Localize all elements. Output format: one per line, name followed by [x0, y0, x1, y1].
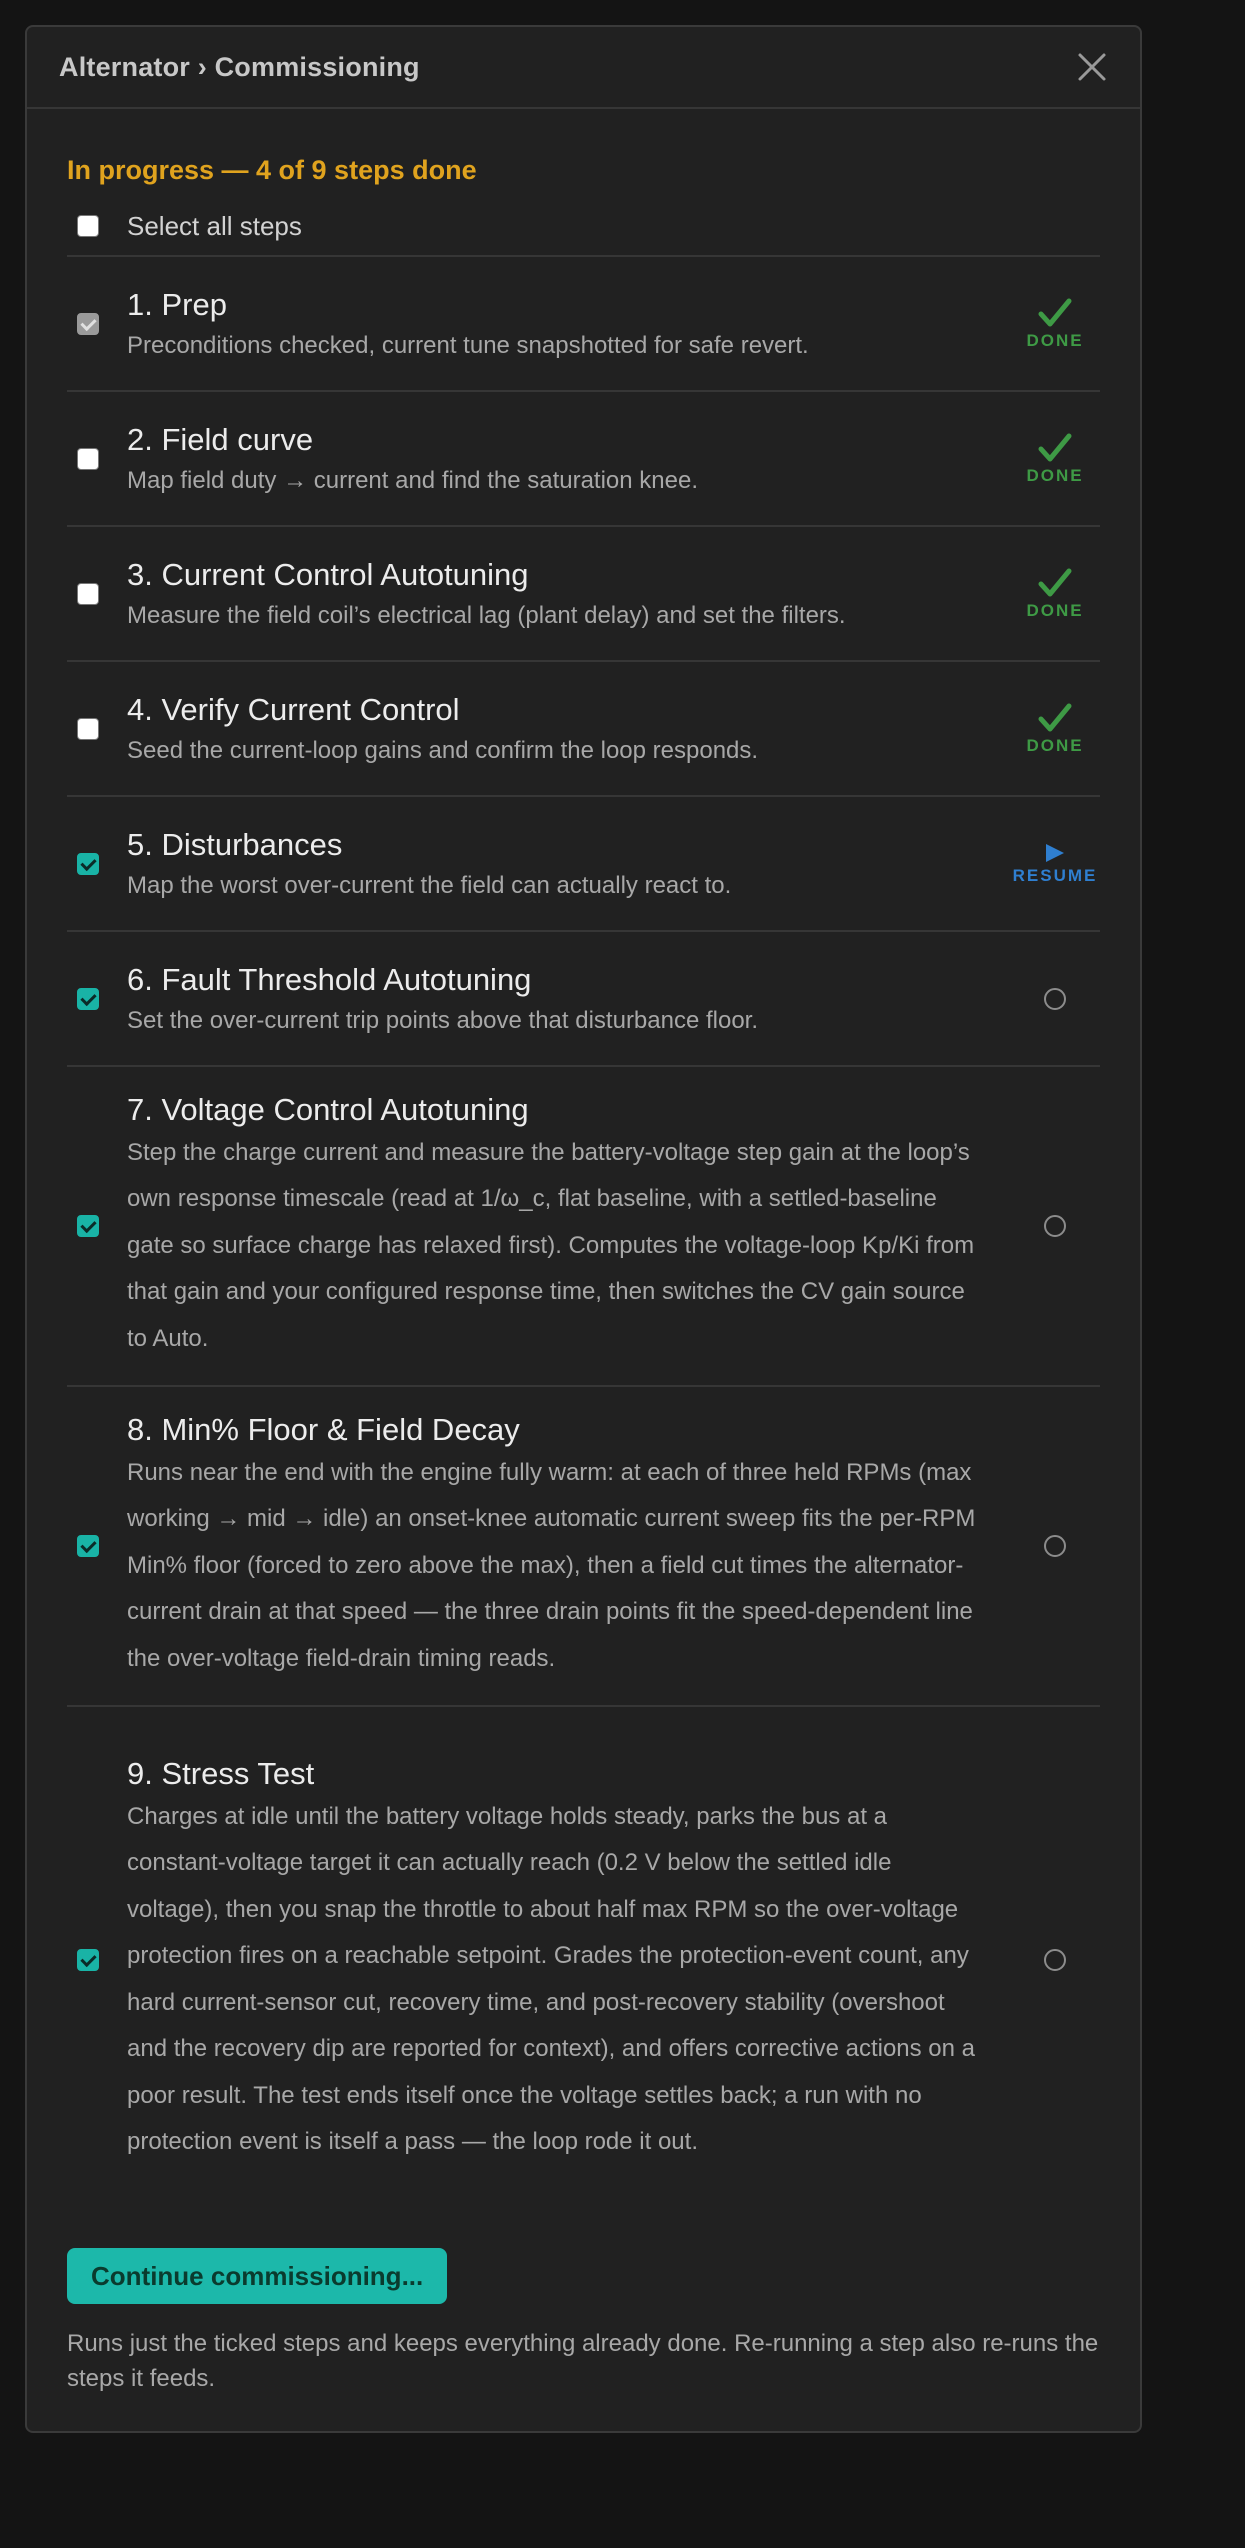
close-icon[interactable]: [1074, 49, 1110, 85]
step-title: 9. Stress Test: [127, 1755, 315, 1791]
done-label: DONE: [1026, 330, 1084, 350]
checkmark-icon: [1037, 567, 1073, 599]
step-status: [1010, 988, 1100, 1010]
step-checkbox[interactable]: [77, 1535, 99, 1557]
step-row-min-floor-field-decay: [67, 1387, 1100, 1707]
step-status: [1010, 432, 1100, 486]
step-title: 3. Current Control Autotuning: [127, 556, 529, 592]
step-description: Measure the field coil’s electrical lag (plant delay) and set the filters.: [127, 601, 846, 629]
checkmark-icon: [1037, 432, 1073, 464]
step-title: 8. Min% Floor & Field Decay: [127, 1411, 520, 1447]
step-status: [1010, 1949, 1100, 1971]
step-status: [1010, 297, 1100, 351]
step-row-stress-test: [67, 1707, 1100, 2212]
done-label: DONE: [1026, 600, 1084, 620]
step-description: Seed the current-loop gains and confirm the loop responds.: [127, 736, 759, 764]
step-checkbox[interactable]: [77, 583, 99, 605]
step-row-disturbances: [67, 797, 1100, 932]
breadcrumb-title: Alternator › Commissioning: [59, 51, 420, 82]
step-title: 7. Voltage Control Autotuning: [127, 1091, 529, 1127]
step-checkbox[interactable]: [77, 1215, 99, 1237]
commissioning-dialog: [25, 25, 1142, 2433]
step-checkbox: [77, 313, 99, 335]
step-row-field-curve: [67, 392, 1100, 527]
step-description: Step the charge current and measure the battery-voltage step gain at the loop’s own response timescale (read at 1/ω_c, flat baseline, with a settled-baseline gate so surface charge has relaxed first). Computes the voltage-loop Kp/Ki from that gain and your configured response time, then switches the CV gain source to Auto.: [127, 1138, 975, 1352]
dialog-header: [27, 27, 1140, 109]
select-all-checkbox[interactable]: [77, 215, 99, 237]
select-all-label: Select all steps: [127, 210, 302, 241]
step-row-voltage-control-autotuning: [67, 1067, 1100, 1387]
step-title: 1. Prep: [127, 286, 227, 322]
step-description: Runs near the end with the engine fully warm: at each of three held RPMs (max working → mid → idle) an onset-knee automatic current sweep fits the per-RPM Min% floor (forced to zero above the max), then a field cut times the alternator-current drain at that speed — the three drain points fit the speed-dependent line the over-voltage field-drain timing reads.: [127, 1458, 976, 1672]
pending-circle-icon: [1044, 1215, 1066, 1237]
done-label: DONE: [1026, 735, 1084, 755]
step-description: Set the over-current trip points above that disturbance floor.: [127, 1006, 759, 1034]
select-all-row[interactable]: [67, 197, 1100, 257]
footer-note: Runs just the ticked steps and keeps everything already done. Re-running a step also re-runs the steps it feeds.: [67, 2330, 1099, 2392]
resume-label: RESUME: [1012, 865, 1098, 885]
checkmark-icon: [1037, 702, 1073, 734]
play-icon: [1043, 842, 1067, 864]
step-checkbox[interactable]: [77, 448, 99, 470]
continue-commissioning-button[interactable]: Continue commissioning...: [67, 2248, 447, 2304]
step-title: 2. Field curve: [127, 421, 314, 457]
step-status: [1010, 1215, 1100, 1237]
step-description: Map the worst over-current the field can actually react to.: [127, 871, 732, 899]
step-title: 6. Fault Threshold Autotuning: [127, 961, 532, 997]
step-checkbox[interactable]: [77, 988, 99, 1010]
step-description: Preconditions checked, current tune snapshotted for safe revert.: [127, 331, 809, 359]
dialog-body: [27, 153, 1140, 2396]
step-row-verify-current-control: [67, 662, 1100, 797]
pending-circle-icon: [1044, 1949, 1066, 1971]
step-status: [1010, 1535, 1100, 1557]
step-row-prep: [67, 257, 1100, 392]
step-row-current-control-autotuning: [67, 527, 1100, 662]
pending-circle-icon: [1044, 1535, 1066, 1557]
step-description: Charges at idle until the battery voltage holds steady, parks the bus at a constant-voltage target it can actually reach (0.2 V below the settled idle voltage), then you snap the throttle to about half max RPM so the over-voltage protection fires on a reachable setpoint. Grades the protection-event count, any hard current-sensor cut, recovery time, and post-recovery stability (overshoot and the recovery dip are reported for context), and offers corrective actions on a poor result. The test ends itself once the voltage settles back; a run with no protection event is itself a pass — the loop rode it out.: [127, 1802, 976, 2155]
resume-button[interactable]: [1010, 842, 1100, 886]
pending-circle-icon: [1044, 988, 1066, 1010]
step-checkbox[interactable]: [77, 1949, 99, 1971]
step-row-fault-threshold-autotuning: [67, 932, 1100, 1067]
step-title: 5. Disturbances: [127, 826, 343, 862]
step-status: [1010, 567, 1100, 621]
step-checkbox[interactable]: [77, 718, 99, 740]
progress-status: In progress — 4 of 9 steps done: [67, 155, 477, 185]
step-description: Map field duty → current and find the saturation knee.: [127, 466, 698, 494]
step-status: [1010, 702, 1100, 756]
checkmark-icon: [1037, 297, 1073, 329]
done-label: DONE: [1026, 465, 1084, 485]
step-title: 4. Verify Current Control: [127, 691, 460, 727]
step-checkbox[interactable]: [77, 853, 99, 875]
